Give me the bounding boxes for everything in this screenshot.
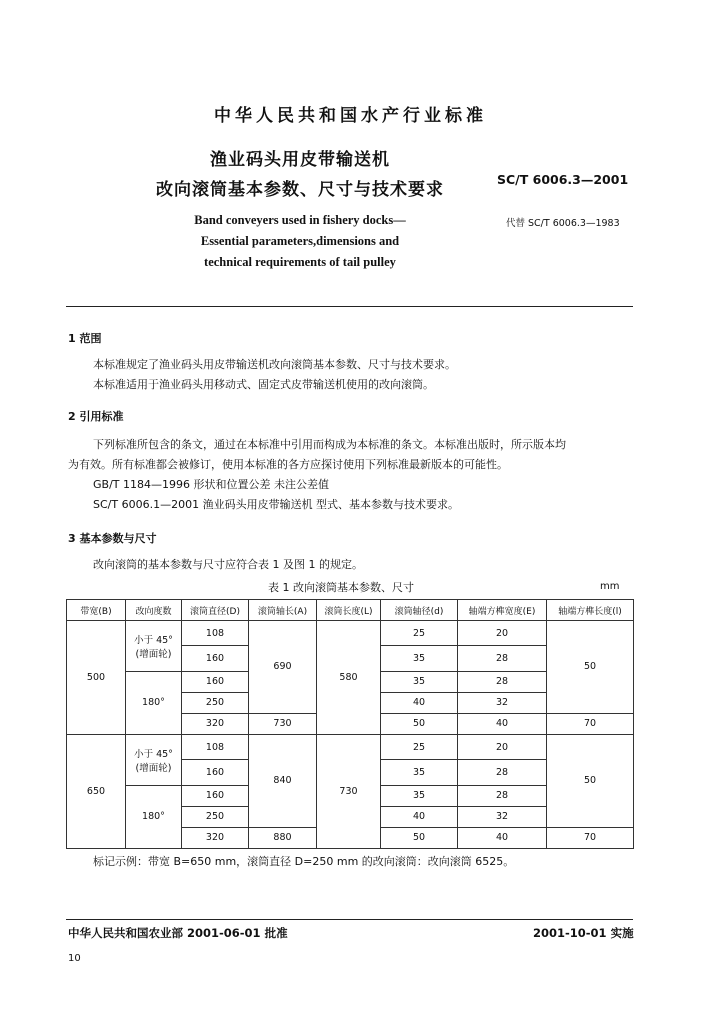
- standard-number: SC/T 6006.3—2001: [497, 172, 629, 187]
- shaft-dia-cell: 35: [381, 760, 458, 785]
- shaft-dia-cell: 35: [381, 646, 458, 671]
- angle-small-note: (增面轮): [135, 762, 172, 774]
- belt-width-cell: 500: [67, 621, 126, 735]
- diameter-cell: 250: [182, 806, 249, 827]
- header-divider: [66, 306, 633, 307]
- shaft-length-cell: 840: [249, 734, 317, 827]
- implementation-date: 2001-10-01 实施: [533, 926, 634, 940]
- header-cell: 改向度数: [126, 600, 182, 621]
- angle-small-text: 小于 45°: [134, 748, 173, 760]
- section-2-para-1a: 下列标准所包含的条文，通过在本标准中引用而构成为本标准的条文。本标准出版时，所示版本均: [93, 438, 566, 451]
- diameter-cell: 320: [182, 713, 249, 734]
- page-number: 10: [68, 953, 81, 964]
- key-width-cell: 20: [458, 734, 547, 759]
- angle-small-cell: [126, 621, 182, 672]
- diameter-cell: 160: [182, 760, 249, 785]
- doc-title-line1: 渔业码头用皮带输送机: [210, 150, 390, 170]
- header-cell: 滚筒直径(D): [182, 600, 249, 621]
- header-cell: 滚筒轴径(d): [381, 600, 458, 621]
- diameter-cell: 320: [182, 827, 249, 848]
- table-note: 标记示例：带宽 B=650 mm，滚筒直径 D=250 mm 的改向滚筒：改向滚筒 6525。: [93, 855, 515, 868]
- section-1-para-2: 本标准适用于渔业码头用移动式、固定式皮带输送机使用的改向滚筒。: [93, 378, 434, 391]
- english-title-line3: technical requirements of tail pulley: [204, 255, 396, 269]
- english-title-line2: Essential parameters,dimensions and: [200, 234, 400, 248]
- header-cell: 带宽(B): [67, 600, 126, 621]
- table-row: [67, 621, 634, 646]
- header-cell: 滚筒轴长(A): [249, 600, 317, 621]
- section-2-title: 2 引用标准: [68, 410, 124, 423]
- key-width-cell: 28: [458, 646, 547, 671]
- diameter-cell: 108: [182, 621, 249, 646]
- diameter-cell: 160: [182, 785, 249, 806]
- section-3-para-1: 改向滚筒的基本参数与尺寸应符合表 1 及图 1 的规定。: [93, 558, 363, 571]
- angle-small-cell: [126, 734, 182, 785]
- parameters-table: [66, 599, 634, 849]
- drum-length-cell: 580: [317, 621, 381, 735]
- drum-length-cell: 730: [317, 734, 381, 848]
- reference-2: SC/T 6006.1—2001 渔业码头用皮带输送机 型式、基本参数与技术要求。: [93, 498, 460, 511]
- key-length-cell: 50: [547, 621, 634, 714]
- key-width-cell: 32: [458, 692, 547, 713]
- shaft-dia-cell: 35: [381, 785, 458, 806]
- belt-width-cell: 650: [67, 734, 126, 848]
- table-caption: 表 1 改向滚筒基本参数、尺寸: [268, 581, 414, 594]
- key-width-cell: 28: [458, 760, 547, 785]
- diameter-cell: 250: [182, 692, 249, 713]
- diameter-cell: 108: [182, 734, 249, 759]
- doc-title-line2: 改向滚筒基本参数、尺寸与技术要求: [156, 180, 444, 200]
- diameter-cell: 160: [182, 646, 249, 671]
- section-2-para-1b: 为有效。所有标准都会被修订，使用本标准的各方应探讨使用下列标准最新版本的可能性。: [68, 458, 508, 471]
- table-header-row: [67, 600, 634, 621]
- shaft-length-cell: 730: [249, 713, 317, 734]
- header-cell: 滚筒长度(L): [317, 600, 381, 621]
- section-3-title: 3 基本参数与尺寸: [68, 532, 157, 545]
- shaft-dia-cell: 40: [381, 806, 458, 827]
- angle-small-text: 小于 45°: [134, 634, 173, 646]
- key-width-cell: 40: [458, 713, 547, 734]
- key-width-cell: 20: [458, 621, 547, 646]
- key-width-cell: 28: [458, 785, 547, 806]
- replaces-standard: 代替 SC/T 6006.3—1983: [506, 218, 620, 229]
- shaft-dia-cell: 50: [381, 827, 458, 848]
- section-1-title: 1 范围: [68, 332, 102, 345]
- key-length-cell: 50: [547, 734, 634, 827]
- key-width-cell: 40: [458, 827, 547, 848]
- section-1-para-1: 本标准规定了渔业码头用皮带输送机改向滚筒基本参数、尺寸与技术要求。: [93, 358, 456, 371]
- footer-divider: [66, 919, 633, 920]
- table-unit: mm: [600, 581, 620, 592]
- header-cell: 轴端方榫宽度(E): [458, 600, 547, 621]
- key-width-cell: 32: [458, 806, 547, 827]
- key-length-cell: 70: [547, 713, 634, 734]
- table-row: [67, 734, 634, 759]
- angle-small-note: (增面轮): [135, 648, 172, 660]
- shaft-dia-cell: 40: [381, 692, 458, 713]
- english-title-line1: Band conveyers used in fishery docks—: [194, 213, 406, 227]
- shaft-length-cell: 880: [249, 827, 317, 848]
- approval-info: 中华人民共和国农业部 2001-06-01 批准: [68, 926, 288, 940]
- angle-large-cell: 180°: [126, 785, 182, 848]
- reference-1: GB/T 1184—1996 形状和位置公差 未注公差值: [93, 478, 329, 491]
- shaft-dia-cell: 25: [381, 734, 458, 759]
- header-cell: 轴端方榫长度(l): [547, 600, 634, 621]
- standard-org-title: 中华人民共和国水产行业标准: [214, 106, 487, 126]
- key-length-cell: 70: [547, 827, 634, 848]
- diameter-cell: 160: [182, 671, 249, 692]
- shaft-dia-cell: 50: [381, 713, 458, 734]
- angle-large-cell: 180°: [126, 671, 182, 734]
- shaft-length-cell: 690: [249, 621, 317, 714]
- shaft-dia-cell: 35: [381, 671, 458, 692]
- shaft-dia-cell: 25: [381, 621, 458, 646]
- key-width-cell: 28: [458, 671, 547, 692]
